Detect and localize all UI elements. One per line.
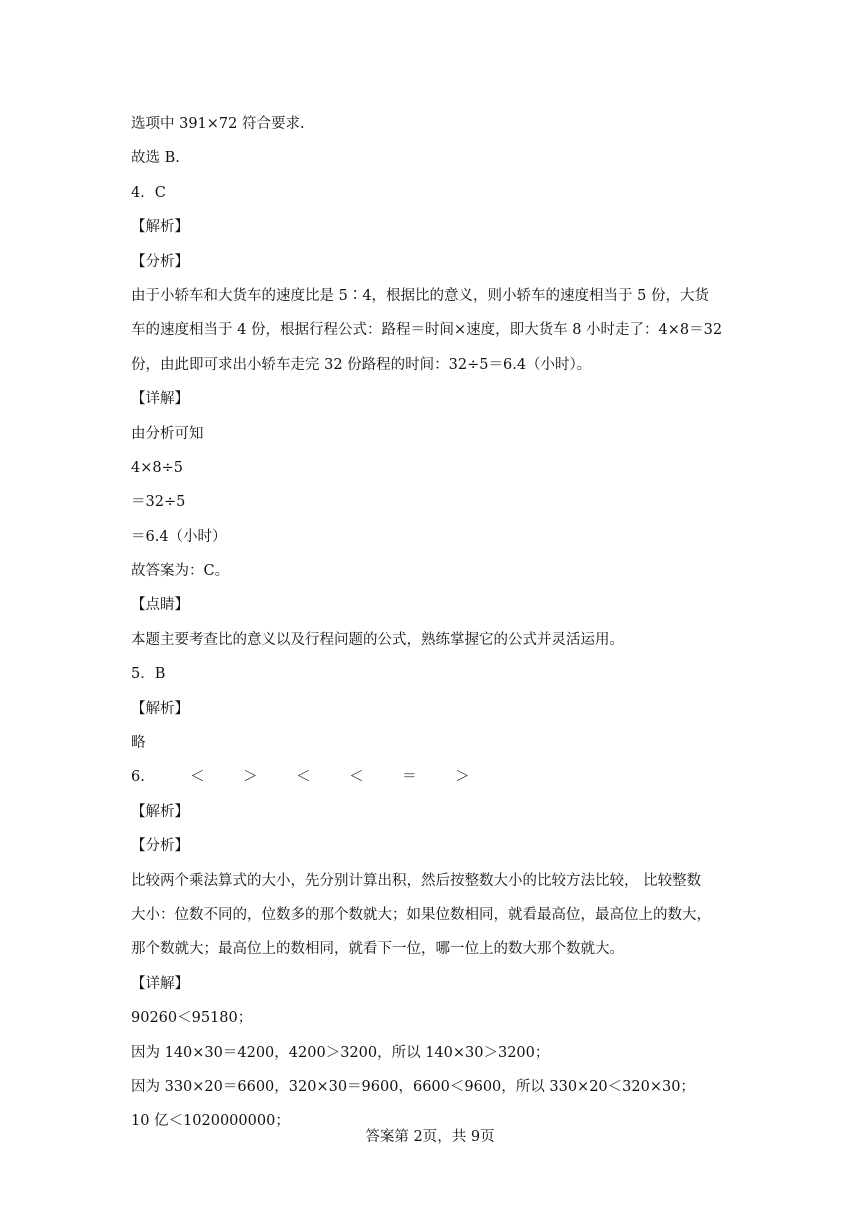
- text-line: 因为 330×20＝6600，320×30＝9600，6600＜9600，所以 330×20＜320×30；: [131, 1078, 695, 1095]
- formula-line: 4×8÷5: [131, 459, 183, 476]
- text-line: 略: [131, 735, 146, 752]
- question-6-answer: [131, 760, 731, 794]
- section-heading-analysis: 【解析】: [131, 803, 189, 820]
- text-line: 选项中 391×72 符合要求.: [131, 116, 305, 132]
- answer-content: [131, 107, 731, 1139]
- text-line: 10 亿＜1020000000；: [131, 1113, 290, 1130]
- text-line: 本题主要考查比的意义以及行程问题的公式，熟练掌握它的公式并灵活运用。: [131, 631, 624, 648]
- section-heading-analysis: 【解析】: [131, 700, 189, 717]
- section-heading-analysis: 【解析】: [131, 219, 189, 236]
- text-line: 那个数就大；最高位上的数相同，就看下一位，哪一位上的数大那个数就大。: [131, 941, 624, 958]
- text-line: 车的速度相当于 4 份，根据行程公式：路程＝时间×速度，即大货车 8 小时走了：4×8＝32: [131, 322, 723, 339]
- text-line: 由分析可知: [131, 425, 204, 442]
- text-line: 由于小轿车和大货车的速度比是 5∶4，根据比的意义，则小轿车的速度相当于 5 份，大货: [131, 287, 709, 304]
- comparison-symbol: ＜: [349, 769, 364, 786]
- section-heading-comment: 【点睛】: [131, 597, 189, 614]
- question-number: 6.: [131, 769, 145, 786]
- question-5-answer: 5．B: [131, 666, 166, 683]
- formula-line: ＝32÷5: [131, 494, 186, 511]
- comparison-symbol: ＞: [243, 769, 258, 786]
- question-4-answer: 4．C: [131, 184, 166, 201]
- text-line: 比较两个乘法算式的大小，先分别计算出积，然后按整数大小的比较方法比较， 比较整数: [131, 872, 702, 889]
- text-line: 90260＜95180；: [131, 1010, 253, 1027]
- section-heading-detail: 【详解】: [131, 391, 189, 408]
- page-footer: 答案第 2页，共 9页: [365, 1129, 495, 1145]
- text-line: 因为 140×30＝4200，4200＞3200，所以 140×30＞3200；: [131, 1044, 550, 1061]
- comparison-symbol: ＞: [455, 769, 470, 786]
- text-line: 故选 B.: [131, 150, 180, 167]
- text-line: 故答案为：C。: [131, 563, 230, 580]
- comparison-symbol: ＜: [296, 769, 311, 786]
- section-heading-breakdown: 【分析】: [131, 838, 189, 855]
- section-heading-breakdown: 【分析】: [131, 253, 189, 270]
- comparison-symbol: ＜: [190, 769, 205, 786]
- comparison-symbol: ＝: [402, 769, 417, 786]
- section-heading-detail: 【详解】: [131, 975, 189, 992]
- formula-line: ＝6.4（小时）: [131, 528, 227, 545]
- text-line: 份，由此即可求出小轿车走完 32 份路程的时间：32÷5＝6.4（小时）。: [131, 356, 592, 373]
- text-line: 大小：位数不同的，位数多的那个数就大；如果位数相同，就看最高位，最高位上的数大，: [131, 906, 711, 923]
